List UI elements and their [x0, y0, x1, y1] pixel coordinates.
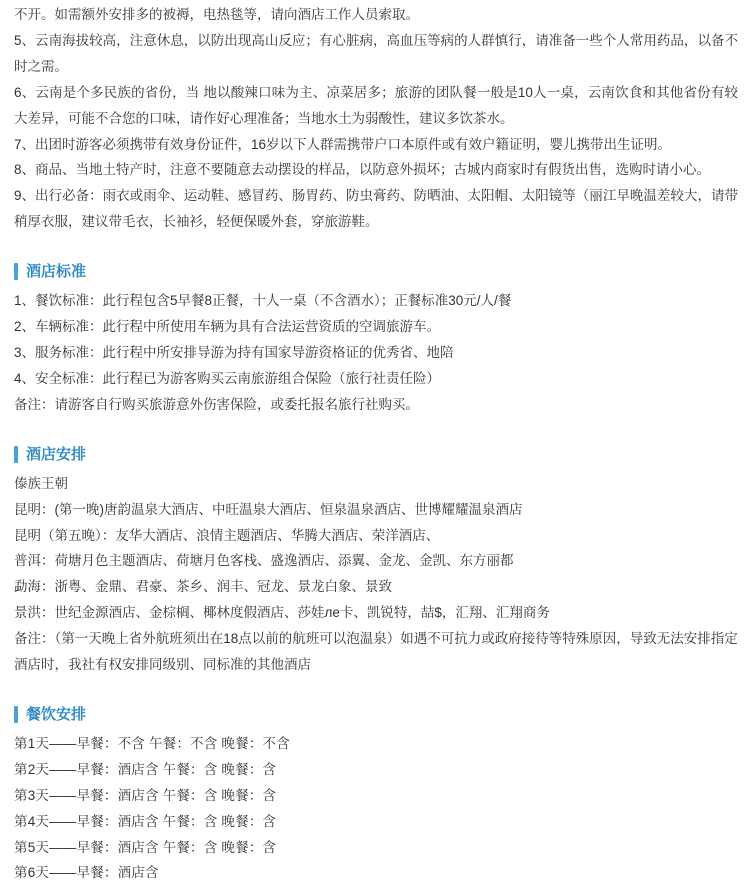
section-body-meal-arrangement — [14, 731, 738, 886]
list-item: 昆明（第五晚）：友华大酒店、浪情主题酒店、华腾大酒店、荣洋酒店、 — [14, 527, 440, 543]
intro-notes — [14, 2, 738, 235]
list-item: 普洱：荷塘月色主题酒店、荷塘月色客栈、盛逸酒店、添翼、金龙、金凯、东方丽都 — [14, 553, 514, 569]
section-body-hotel-standard — [14, 288, 738, 418]
section-header-hotel-arrangement — [14, 444, 738, 465]
list-item: 2、车辆标准：此行程中所使用车辆为具有合法运营资质的空调旅游车。 — [14, 319, 441, 335]
list-item: 景洪：世纪金源酒店、金棕榈、椰林度假酒店、莎娃ле卡、凯锐特，喆$，汇翔、汇翔商务 — [14, 605, 550, 621]
section-title: 酒店标准 — [26, 263, 87, 281]
section-header-hotel-standard — [14, 261, 738, 282]
section-accent-bar-icon — [14, 706, 18, 723]
list-item: 第2天——早餐：酒店含 午餐：含 晚餐：含 — [14, 761, 277, 777]
section-accent-bar-icon — [14, 446, 18, 463]
section-title: 酒店安排 — [26, 445, 87, 463]
list-item: 1、餐饮标准：此行程包含5早餐8正餐，十人一桌（不含酒水）；正餐标准30元/人/餐 — [14, 293, 512, 309]
section-body-hotel-arrangement — [14, 471, 738, 678]
list-item: 第3天——早餐：酒店含 午餐：含 晚餐：含 — [14, 787, 277, 803]
list-item: 第6天——早餐：酒店含 — [14, 865, 159, 881]
intro-paragraph: 8、商品、当地土特产时，注意不要随意去动摆设的样品，以防意外损坏；古城内商家时有假货出售，选购时请小心。 — [14, 162, 711, 178]
list-item: 勐海：浙粤、金鼎、君豪、茶乡、润丰、冠龙、景龙白象、景致 — [14, 579, 392, 595]
list-item: 傣族王朝 — [14, 475, 68, 491]
section-accent-bar-icon — [14, 263, 18, 280]
intro-paragraph: 5、云南海拔较高，注意休息，以防出现高山反应；有心脏病，高血压等病的人群慎行，请准备一些个人常用药品，以备不时之需。 — [14, 32, 738, 74]
list-item: 第5天——早餐：酒店含 午餐：含 晚餐：含 — [14, 839, 277, 855]
list-item-note: 备注：请游客自行购买旅游意外伤害保险，或委托报名旅行社购买。 — [14, 396, 419, 412]
intro-paragraph: 不开。如需额外安排多的被褥，电热毯等，请向酒店工作人员索取。 — [14, 7, 419, 22]
intro-paragraph: 7、出团时游客必须携带有效身份证件，16岁以下人群需携带户口本原件或有效户籍证明，婴儿携带出生证明。 — [14, 136, 672, 152]
section-title: 餐饮安排 — [26, 705, 87, 723]
section-header-meal-arrangement — [14, 704, 738, 725]
list-item: 第4天——早餐：酒店含 午餐：含 晚餐：含 — [14, 813, 277, 829]
list-item: 3、服务标准：此行程中所安排导游为持有国家导游资格证的优秀省、地陪 — [14, 344, 454, 360]
intro-paragraph: 9、出行必备：雨衣或雨伞、运动鞋、感冒药、肠胃药、防虫膏药、防晒油、太阳帽、太阳镜等（丽江早晚温差较大，请带稍厚衣服，建议带毛衣，长袖衫，轻便保暖外套，穿旅游鞋。 — [14, 188, 738, 230]
list-item: 昆明：(第一晚)唐韵温泉大酒店、中旺温泉大酒店、恒泉温泉酒店、世博耀耀温泉酒店 — [14, 501, 523, 517]
intro-paragraph: 6、云南是个多民族的省份，当 地以酸辣口味为主、凉菜居多；旅游的团队餐一般是10人一桌，云南饮食和其他省份有较大差异，可能不合您的口味，请作好心理准备；当地水土为弱酸性，建议多饮茶水。 — [14, 84, 738, 126]
list-item: 4、安全标准：此行程已为游客购买云南旅游组合保险（旅行社责任险） — [14, 370, 441, 386]
document-page — [0, 2, 752, 896]
list-item-note: 备注：（第一天晚上省外航班须出在18点以前的航班可以泡温泉）如遇不可抗力或政府接待等特殊原因，导致无法安排指定酒店时，我社有权安排同级别、同标准的其他酒店 — [14, 631, 738, 673]
list-item: 第1天——早餐：不含 午餐：不含 晚餐：不含 — [14, 735, 290, 751]
